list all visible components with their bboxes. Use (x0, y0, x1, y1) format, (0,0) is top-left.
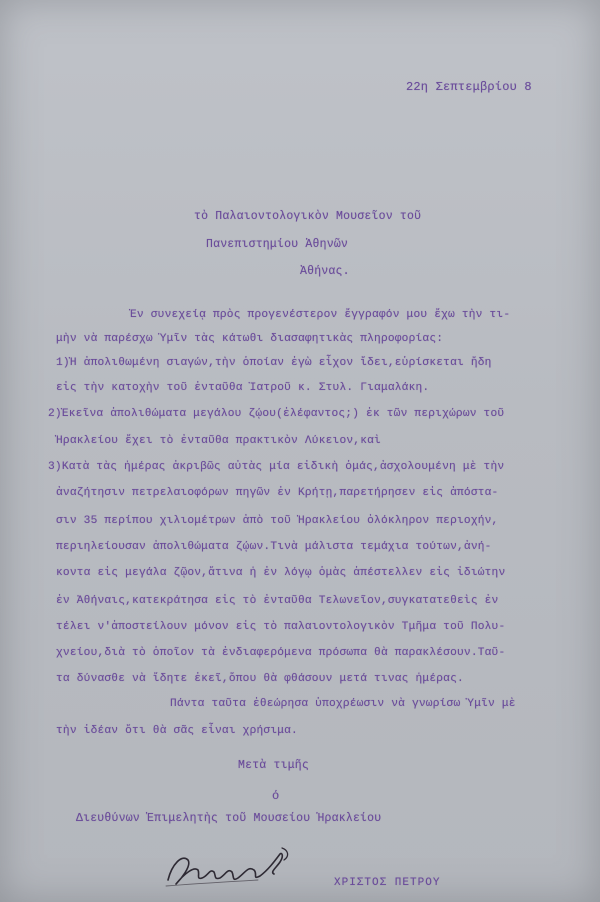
closing-mark: ό (272, 789, 280, 803)
body-line: ἀναζήτησιν πετρελαιοφόρων πηγῶν ἐν Κρήτῃ,παρετήρησεν εἰς ἀπόστα- (56, 487, 499, 499)
body-line: περιηλείουσαν ἀπολιθώματα ζῴων.Τινὰ μάλιστα τεμάχια τούτων,ἀνή- (56, 541, 492, 553)
signature-title: Διευθύνων Ἐπιμελητὴς τοῦ Μουσείου Ἡρακλείου (76, 812, 382, 825)
body-line: κοντα εἰς μεγάλα ζῷον,ἅτινα ἡ ἐν λόγῳ ὁμὰς ἀπέστελλεν εἰς ἰδιώτην (56, 567, 506, 579)
body-line: ἐν Ἀθήναις,κατεκράτησα εἰς τὸ ἐνταῦθα Τελωνεῖον,συγκατατεθεὶς ἐν (56, 595, 499, 607)
body-line: χνείου,διὰ τὸ ὁποῖον τὰ ἐνδιαφερόμενα πρόσωπα θὰ παρακλέσουν.Ταῦ- (56, 647, 506, 659)
recipient-line-2: Πανεπιστημίου Ἀθηνῶν (206, 238, 349, 251)
closing-salutation: Μετὰ τιμῆς (238, 759, 310, 772)
body-line: Ἡρακλείου ἔχει τὸ ἐνταῦθα πρακτικὸν Λύκειον,καὶ (56, 435, 381, 447)
body-line: Πάντα ταῦτα ἐθεώρησα ὑποχρέωσιν νὰ γνωρίσω Ὑμῖν μὲ (170, 698, 516, 710)
body-line: Ἐν συνεχείᾳ πρὸς προγενέστερον ἔγγραφόν μου ἔχω τὴν τι- (130, 309, 511, 321)
date-line: 22η Σεπτεμβρίου 8 (406, 80, 532, 94)
body-line: μὴν νὰ παρέσχω Ὑμῖν τὰς κάτωθι διασαφητικὰς πληροφορίας: (56, 333, 444, 345)
handwritten-signature-icon (162, 840, 302, 892)
recipient-line-1: τὸ Παλαιοντολογικὸν Μουσεῖον τοῦ (194, 210, 422, 223)
body-line: τα δύνασθε νὰ ἴδητε ἐκεῖ,ὅπου θὰ φθάσουν μετά τινας ἡμέρας. (56, 673, 464, 685)
body-line: εἰς τὴν κατοχὴν τοῦ ἐνταῦθα Ἰατροῦ κ. Στυλ. Γιαμαλάκη. (56, 382, 430, 394)
body-line: 2)Ἐκεῖνα ἀπολιθώματα μεγάλου ζῴου(ἐλέφαντος;) ἐκ τῶν περιχώρων τοῦ (48, 408, 505, 420)
body-line: σιν 35 περίπου χιλιομέτρων ἀπὸ τοῦ Ἡρακλείου ὁλόκληρον περιοχήν, (56, 515, 499, 527)
body-line: 3)Κατὰ τὰς ἡμέρας ἀκριβῶς αὐτὰς μία εἰδικὴ ὁμάς,ἀσχολουμένη μὲ τὴν (48, 461, 505, 473)
body-line: τέλει ν'ἀποστείλουν μόνον εἰς τὸ παλαιοντολογικὸν Τμῆμα τοῦ Πολυ- (56, 621, 506, 633)
body-line: 1)Ἡ ἀπολιθωμένη σιαγών,τὴν ὁποίαν ἐγὼ εἶχον ἴδει,εὑρίσκεται ἤδη (56, 357, 492, 369)
signer-name: ΧΡΙΣΤΟΣ ΠΕΤΡΟΥ (334, 877, 441, 889)
recipient-line-3: Ἀθήνας. (300, 265, 350, 278)
body-line: τὴν ἰδέαν ὅτι θὰ σᾶς εἶναι χρήσιμα. (56, 725, 298, 737)
